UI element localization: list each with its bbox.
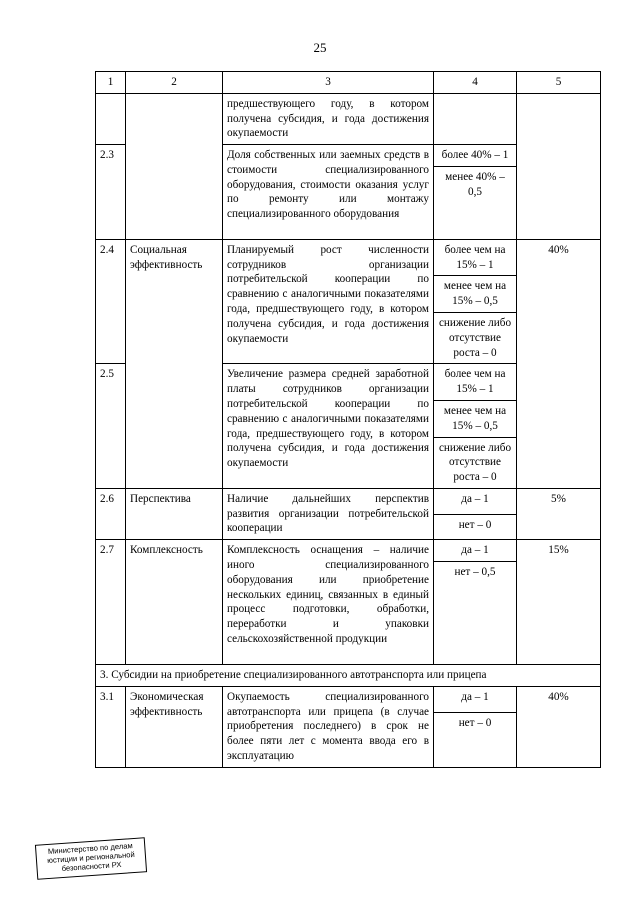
score-cell: более 40% – 1 — [434, 145, 517, 167]
score-cell: нет – 0 — [434, 712, 517, 767]
criterion-name: Экономическая эффективность — [126, 686, 223, 767]
weight-cell: 5% — [517, 488, 601, 539]
criterion-name: Перспектива — [126, 488, 223, 539]
score-cell: снижение либо отсутствие роста – 0 — [434, 313, 517, 364]
score-cell: менее 40% – 0,5 — [434, 166, 517, 239]
criterion-text: Увеличение размера средней заработной платы сотрудников организации потребительской кооперации по сравнению с аналогичными показателями года, предшествующего году, в котором получена субсидия, и года достижения окупаемости — [223, 364, 434, 488]
criterion-name: Комплексность — [126, 540, 223, 665]
row-number: 3.1 — [96, 686, 126, 767]
table-header-row — [96, 72, 601, 94]
criterion-name — [126, 93, 223, 239]
table-row — [96, 93, 601, 144]
criteria-table — [95, 71, 601, 768]
score-cell: да – 1 — [434, 686, 517, 712]
score-cell: снижение либо отсутствие роста – 0 — [434, 437, 517, 488]
row-number: 2.5 — [96, 364, 126, 488]
header-col-1: 1 — [96, 72, 126, 94]
criterion-text: Окупаемость специализированного автотранспорта или прицепа (в случае приобретения последнего) в срок не более пяти лет с момента ввода его в эксплуатацию — [223, 686, 434, 767]
table-row — [96, 488, 601, 514]
header-col-4: 4 — [434, 72, 517, 94]
score-cell: более чем на 15% – 1 — [434, 364, 517, 401]
criterion-text: Наличие дальнейших перспектив развития организации потребительской кооперации — [223, 488, 434, 539]
criterion-text: Доля собственных или заемных средств в стоимости специализированного оборудования, стоимости оказания услуг по ремонту или монтажу специализированного оборудования — [223, 145, 434, 240]
header-col-5: 5 — [517, 72, 601, 94]
header-col-2: 2 — [126, 72, 223, 94]
criterion-text: Планируемый рост численности сотрудников организации потребительской кооперации по сравнению с аналогичными показателями года, предшествующего году, в котором получена субсидия, и года достижения окупаемости — [223, 239, 434, 363]
table-row — [96, 664, 601, 686]
score-cell: нет – 0,5 — [434, 561, 517, 664]
score-cell — [434, 93, 517, 144]
table-row — [96, 540, 601, 562]
criterion-text: предшествующего году, в котором получена субсидия, и года достижения окупаемости — [223, 93, 434, 144]
header-col-3: 3 — [223, 72, 434, 94]
row-number: 2.7 — [96, 540, 126, 665]
row-number: 2.4 — [96, 239, 126, 363]
ministry-stamp — [35, 837, 147, 880]
table-row — [96, 239, 601, 276]
score-cell: менее чем на 15% – 0,5 — [434, 276, 517, 313]
section-heading: 3. Субсидии на приобретение специализированного автотранспорта или прицепа — [96, 664, 601, 686]
stamp-text: Министерство по делам юстиции и региональной безопасности РХ — [46, 841, 135, 873]
table-row — [96, 686, 601, 712]
weight-cell: 40% — [517, 686, 601, 767]
score-cell: менее чем на 15% – 0,5 — [434, 400, 517, 437]
row-number: 2.3 — [96, 145, 126, 240]
score-cell: да – 1 — [434, 488, 517, 514]
row-number: 2.6 — [96, 488, 126, 539]
weight-cell: 15% — [517, 540, 601, 665]
score-cell: нет – 0 — [434, 514, 517, 540]
weight-cell: 40% — [517, 239, 601, 488]
weight-cell — [517, 93, 601, 239]
score-cell: да – 1 — [434, 540, 517, 562]
row-number — [96, 93, 126, 144]
criterion-text: Комплексность оснащения – наличие иного специализированного оборудования или приобретение нескольких единиц, связанных в единый процесс подготовки, обработки, переработки и упаковки сельскохозяйственной продукции — [223, 540, 434, 665]
page-number: 25 — [313, 40, 327, 55]
criterion-name: Социальная эффективность — [126, 239, 223, 488]
score-cell: более чем на 15% – 1 — [434, 239, 517, 276]
